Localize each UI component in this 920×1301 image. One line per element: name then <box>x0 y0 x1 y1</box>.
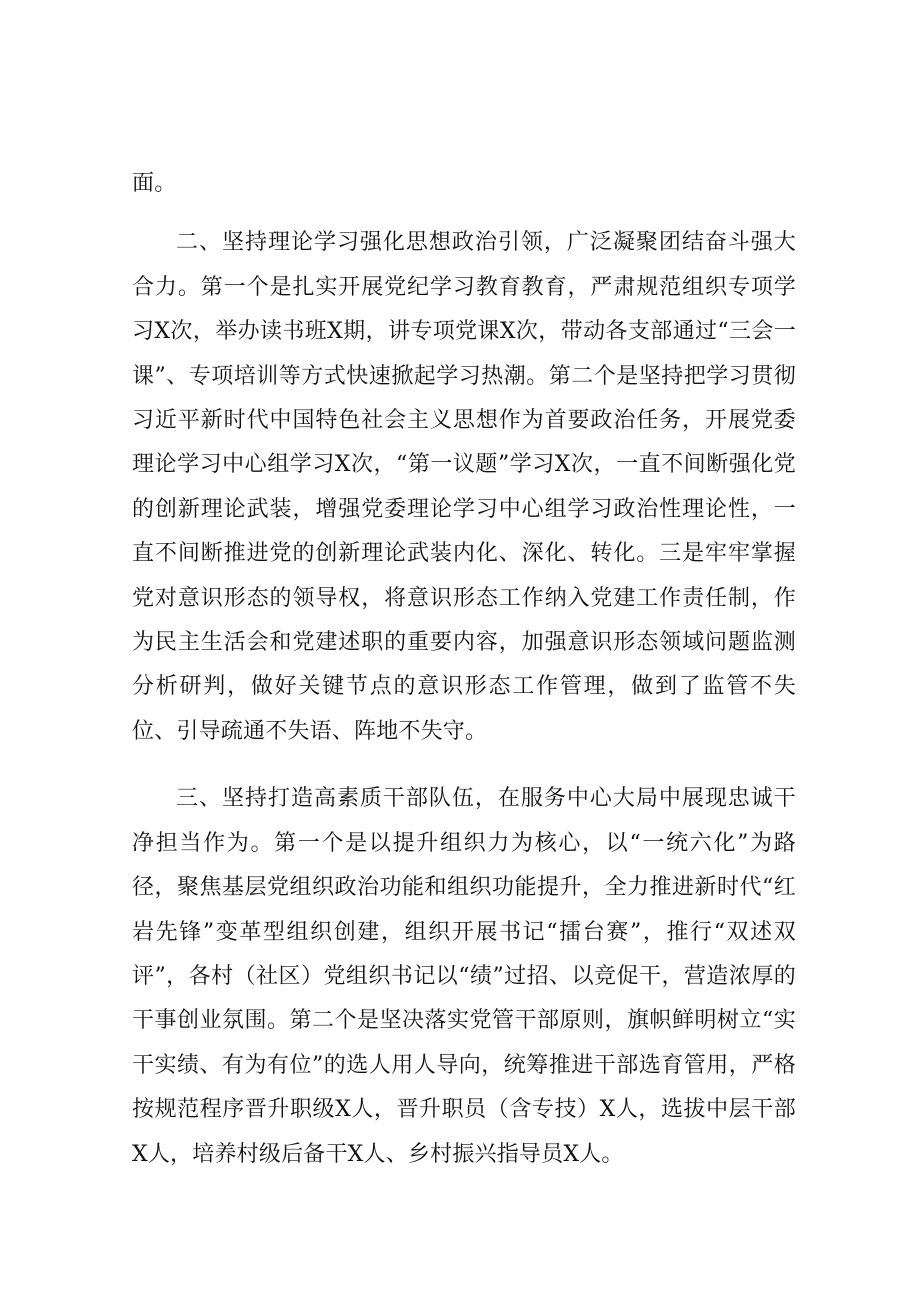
document-body <box>132 162 796 1177</box>
paragraph-section-three: 三、坚持打造高素质干部队伍，在服务中心大局中展现忠诚干净担当作为。第一个是以提升组织力为核心，以“一统六化”为路径，聚焦基层党组织政治功能和组织功能提升，全力推进新时代“红岩先锋”变革型组织创建，组织开展书记“擂台赛”，推行“双述双评”，各村（社区）党组织书记以“绩”过招、以竞促干，营造浓厚的干事创业氛围。第二个是坚决落实党管干部原则，旗帜鲜明树立“实干实绩、有为有位”的选人用人导向，统筹推进干部选育管用，严格按规范程序晋升职级X人，晋升职员（含专技）X人，选拔中层干部X人，培养村级后备干X人、乡村振兴指导员X人。 <box>132 786 796 1167</box>
paragraph-continuation: 面。 <box>132 171 177 196</box>
paragraph-section-two: 二、坚持理论学习强化思想政治引领，广泛凝聚团结奋斗强大合力。第一个是扎实开展党纪学习教育教育，严肃规范组织专项学习X次，举办读书班X期，讲专项党课X次，带动各支部通过“三会一课”、专项培训等方式快速掀起学习热潮。第二个是坚持把学习贯彻习近平新时代中国特色社会主义思想作为首要政治任务，开展党委理论学习中心组学习X次，“第一议题”学习X次，一直不间断强化党的创新理论武装，增强党委理论学习中心组学习政治性理论性，一直不间断推进党的创新理论武装内化、深化、转化。三是牢牢掌握党对意识形态的领导权，将意识形态工作纳入党建工作责任制，作为民主生活会和党建述职的重要内容，加强意识形态领域问题监测分析研判，做好关键节点的意识形态工作管理，做到了监管不失位、引导疏通不失语、阵地不失守。 <box>132 230 796 744</box>
